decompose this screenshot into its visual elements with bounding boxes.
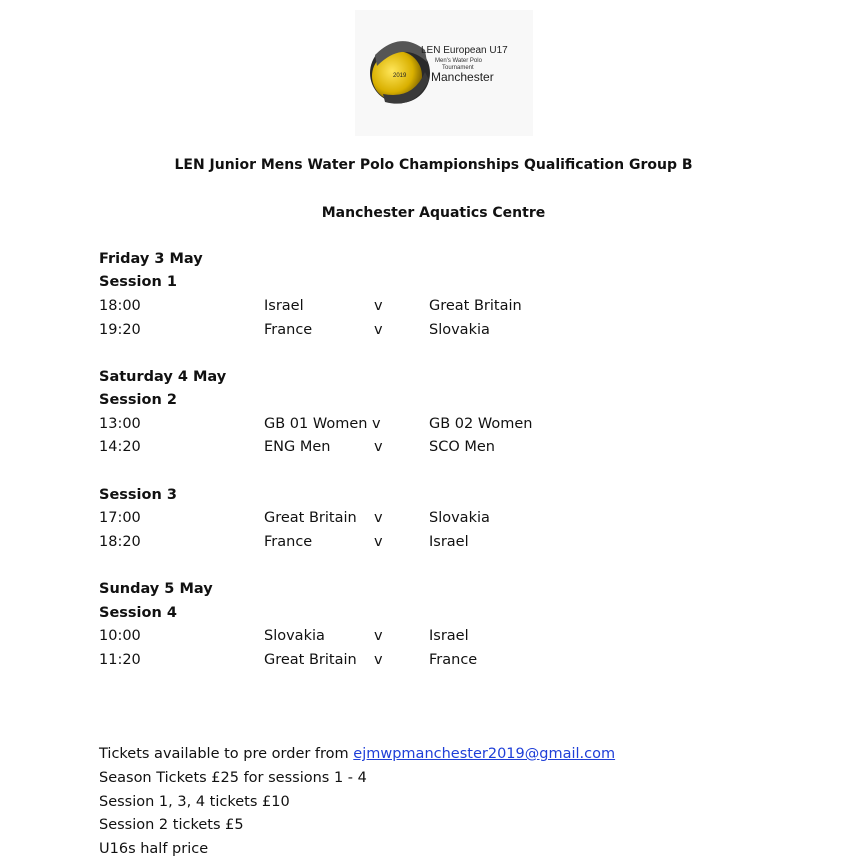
session-heading: Session 2 — [99, 392, 177, 408]
logo-city: Manchester — [431, 70, 494, 84]
match-home-team: Great Britain — [264, 510, 357, 526]
match-away-team: Israel — [429, 534, 469, 550]
season-tickets-text: Season Tickets £25 for sessions 1 - 4 — [99, 770, 367, 786]
match-time: 14:20 — [99, 439, 141, 455]
match-row — [0, 510, 867, 530]
match-time: 10:00 — [99, 628, 141, 644]
match-versus: v — [374, 298, 383, 314]
match-away-team: Israel — [429, 628, 469, 644]
match-row — [0, 416, 867, 436]
tickets-email-link[interactable]: ejmwpmanchester2019@gmail.com — [353, 746, 616, 762]
logo-line2: Men's Water Polo — [435, 58, 482, 64]
match-versus: v — [374, 628, 383, 644]
match-time: 13:00 — [99, 416, 141, 432]
match-home-team: Slovakia — [264, 628, 325, 644]
logo-graphic — [355, 10, 533, 136]
session-134-tickets-text: Session 1, 3, 4 tickets £10 — [99, 794, 290, 810]
u16-price-text: U16s half price — [99, 841, 209, 857]
day-heading: Friday 3 May — [99, 251, 203, 267]
match-row — [0, 534, 867, 554]
match-away-team: France — [429, 652, 478, 668]
match-away-team: GB 02 Women — [429, 416, 533, 432]
match-home-team: Israel — [264, 298, 304, 314]
tickets-preorder-text: Tickets available to pre order from — [99, 746, 354, 762]
session-2-tickets-text: Session 2 tickets £5 — [99, 817, 244, 833]
match-row — [0, 322, 867, 342]
match-time: 11:20 — [99, 652, 141, 668]
match-away-team: SCO Men — [429, 439, 495, 455]
match-home-team: France — [264, 322, 313, 338]
match-time: 18:00 — [99, 298, 141, 314]
venue-title: Manchester Aquatics Centre — [321, 205, 546, 221]
day-heading: Sunday 5 May — [99, 581, 213, 597]
match-versus: v — [374, 322, 383, 338]
logo-line1: LEN European U17 — [421, 45, 508, 56]
match-row — [0, 439, 867, 459]
match-home-team: France — [264, 534, 313, 550]
match-versus: v — [374, 439, 383, 455]
match-away-team: Slovakia — [429, 510, 490, 526]
match-away-team: Slovakia — [429, 322, 490, 338]
day-heading: Saturday 4 May — [99, 369, 227, 385]
match-time: 17:00 — [99, 510, 141, 526]
logo-year: 2019 — [393, 73, 407, 79]
match-home-team: Great Britain — [264, 652, 357, 668]
logo-line3: Tournament — [442, 65, 474, 71]
match-row — [0, 652, 867, 672]
match-home-team: ENG Men — [264, 439, 331, 455]
session-heading: Session 3 — [99, 487, 177, 503]
match-versus: v — [374, 510, 383, 526]
match-away-team: Great Britain — [429, 298, 522, 314]
match-versus: v — [374, 534, 383, 550]
tournament-logo — [355, 10, 533, 136]
session-heading: Session 1 — [99, 274, 177, 290]
match-home-team: GB 01 Women v — [264, 416, 381, 432]
match-row — [0, 628, 867, 648]
match-versus: v — [374, 652, 383, 668]
tickets-preorder-line — [99, 746, 615, 762]
session-heading: Session 4 — [99, 605, 177, 621]
document-title: LEN Junior Mens Water Polo Championships Qualification Group B — [174, 157, 693, 173]
match-time: 19:20 — [99, 322, 141, 338]
match-time: 18:20 — [99, 534, 141, 550]
match-row — [0, 298, 867, 318]
